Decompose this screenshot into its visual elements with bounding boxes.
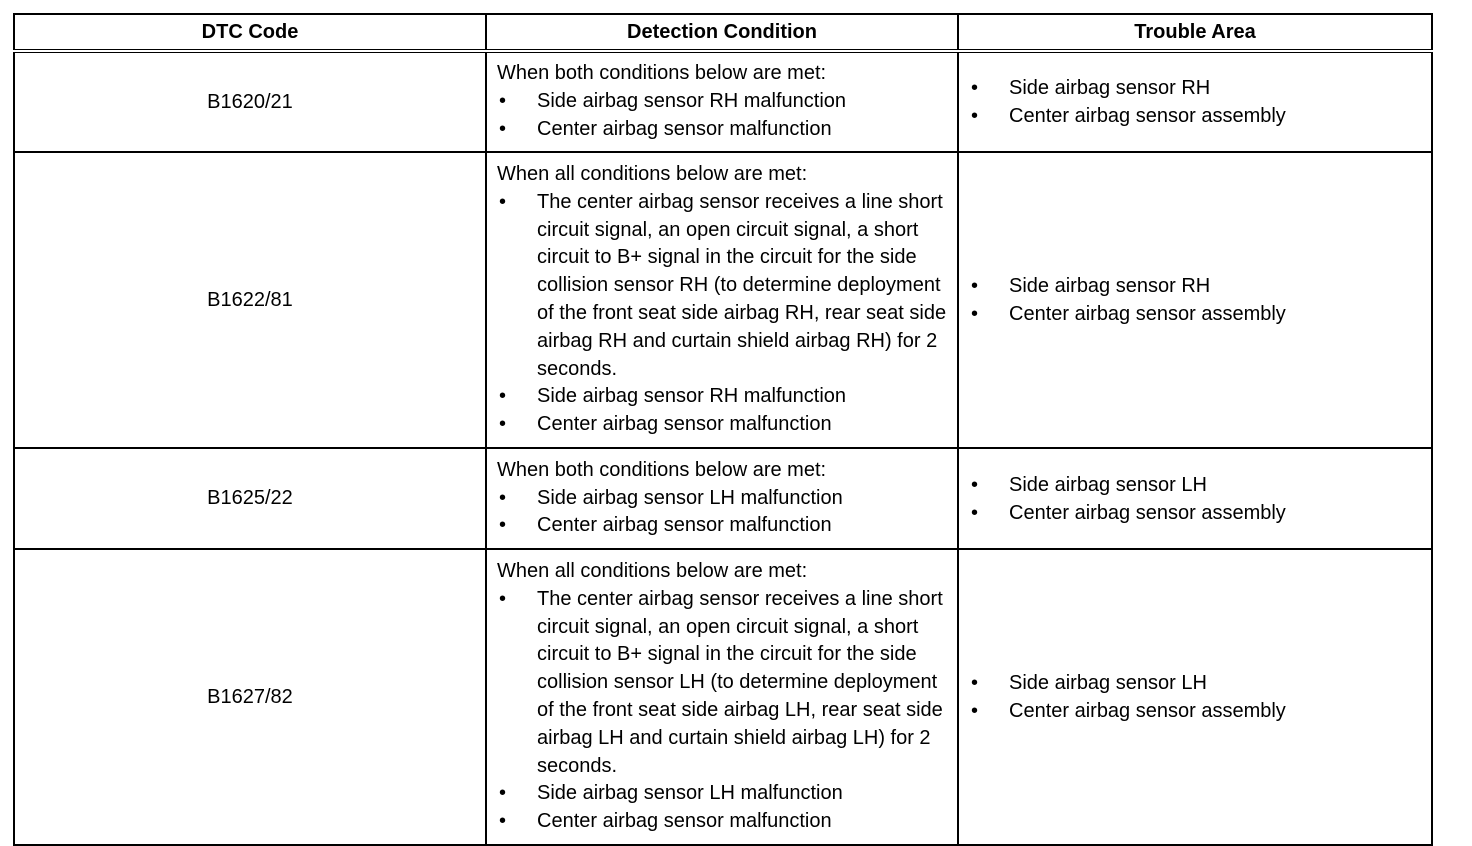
condition-text: The center airbag sensor receives a line short circuit signal, an open circuit signal, a short circuit to B+ signal in the circuit for the side collision sensor LH (to determine deployment of the front seat side airbag LH, rear seat side airbag LH and curtain shield airbag LH) for 2 seconds. (537, 587, 943, 777)
list-item (497, 116, 947, 144)
area-text: Center airbag sensor assembly (1009, 501, 1286, 524)
area-text: Center airbag sensor assembly (1009, 700, 1286, 722)
condition-intro: When all conditions below are met: (497, 163, 808, 186)
condition-intro: When both conditions below are met: (497, 458, 827, 481)
area-text: Side airbag sensor RH (1009, 77, 1211, 99)
list-item (497, 485, 947, 513)
bullet-icon: • (971, 700, 979, 722)
condition-list (497, 189, 947, 439)
dtc-table (13, 13, 1433, 846)
area-list (969, 74, 1421, 130)
header-detection-condition: Detection Condition (486, 14, 958, 51)
condition-text: Side airbag sensor LH malfunction (537, 782, 843, 805)
area-text: Center airbag sensor assembly (1009, 303, 1286, 325)
bullet-icon: • (971, 672, 979, 694)
bullet-icon: • (971, 303, 979, 325)
trouble-area-cell (958, 152, 1432, 448)
list-item (497, 808, 947, 836)
bullet-icon: • (499, 587, 507, 610)
dtc-code-cell: B1625/22 (14, 448, 486, 549)
table-row (14, 549, 1432, 845)
condition-text: Side airbag sensor RH malfunction (537, 385, 847, 408)
bullet-icon: • (499, 782, 507, 805)
bullet-icon: • (971, 275, 979, 297)
condition-text: Center airbag sensor malfunction (537, 117, 832, 140)
area-list (969, 272, 1421, 328)
list-item (969, 499, 1421, 527)
table-row (14, 448, 1432, 549)
list-item (969, 272, 1421, 300)
bullet-icon: • (499, 413, 507, 436)
condition-text: The center airbag sensor receives a line short circuit signal, an open circuit signal, a short circuit to B+ signal in the circuit for the side collision sensor RH (to determine deployment of the front seat side airbag RH, rear seat side airbag RH and curtain shield airbag RH) for 2 seconds. (537, 190, 947, 380)
list-item (497, 88, 947, 116)
dtc-code-cell: B1622/81 (14, 152, 486, 448)
list-item (497, 383, 947, 411)
area-list (969, 669, 1421, 725)
condition-list (497, 586, 947, 836)
table-row (14, 152, 1432, 448)
list-item (497, 512, 947, 540)
condition-intro: When both conditions below are met: (497, 62, 827, 85)
table-row (14, 51, 1432, 152)
trouble-area-cell (958, 549, 1432, 845)
list-item (969, 74, 1421, 102)
list-item (497, 189, 947, 384)
condition-text: Side airbag sensor RH malfunction (537, 90, 847, 113)
dtc-code-cell: B1620/21 (14, 51, 486, 152)
trouble-area-cell (958, 51, 1432, 152)
area-text: Side airbag sensor LH (1009, 473, 1207, 496)
detection-condition-cell (486, 51, 958, 152)
detection-condition-cell (486, 152, 958, 448)
detection-condition-cell (486, 549, 958, 845)
list-item (497, 411, 947, 439)
list-item (969, 471, 1421, 499)
area-list (969, 471, 1421, 527)
bullet-icon: • (499, 486, 507, 509)
bullet-icon: • (499, 117, 507, 140)
condition-intro: When all conditions below are met: (497, 560, 808, 583)
list-item (969, 300, 1421, 328)
bullet-icon: • (971, 77, 979, 99)
condition-text: Center airbag sensor malfunction (537, 413, 832, 436)
list-item (969, 102, 1421, 130)
list-item (969, 669, 1421, 697)
bullet-icon: • (971, 473, 979, 496)
bullet-icon: • (499, 385, 507, 408)
list-item (497, 586, 947, 781)
condition-list (497, 88, 947, 144)
list-item (497, 780, 947, 808)
area-text: Side airbag sensor LH (1009, 672, 1207, 694)
header-dtc-code: DTC Code (14, 14, 486, 51)
condition-text: Center airbag sensor malfunction (537, 810, 832, 833)
bullet-icon: • (971, 501, 979, 524)
bullet-icon: • (499, 810, 507, 833)
header-row (14, 14, 1432, 51)
area-text: Side airbag sensor RH (1009, 275, 1211, 297)
condition-text: Center airbag sensor malfunction (537, 514, 832, 537)
bullet-icon: • (499, 514, 507, 537)
bullet-icon: • (971, 105, 979, 127)
list-item (969, 697, 1421, 725)
trouble-area-cell (958, 448, 1432, 549)
condition-text: Side airbag sensor LH malfunction (537, 486, 843, 509)
bullet-icon: • (499, 90, 507, 113)
bullet-icon: • (499, 190, 507, 213)
dtc-code-cell: B1627/82 (14, 549, 486, 845)
header-trouble-area: Trouble Area (958, 14, 1432, 51)
detection-condition-cell (486, 448, 958, 549)
condition-list (497, 485, 947, 541)
area-text: Center airbag sensor assembly (1009, 105, 1286, 127)
